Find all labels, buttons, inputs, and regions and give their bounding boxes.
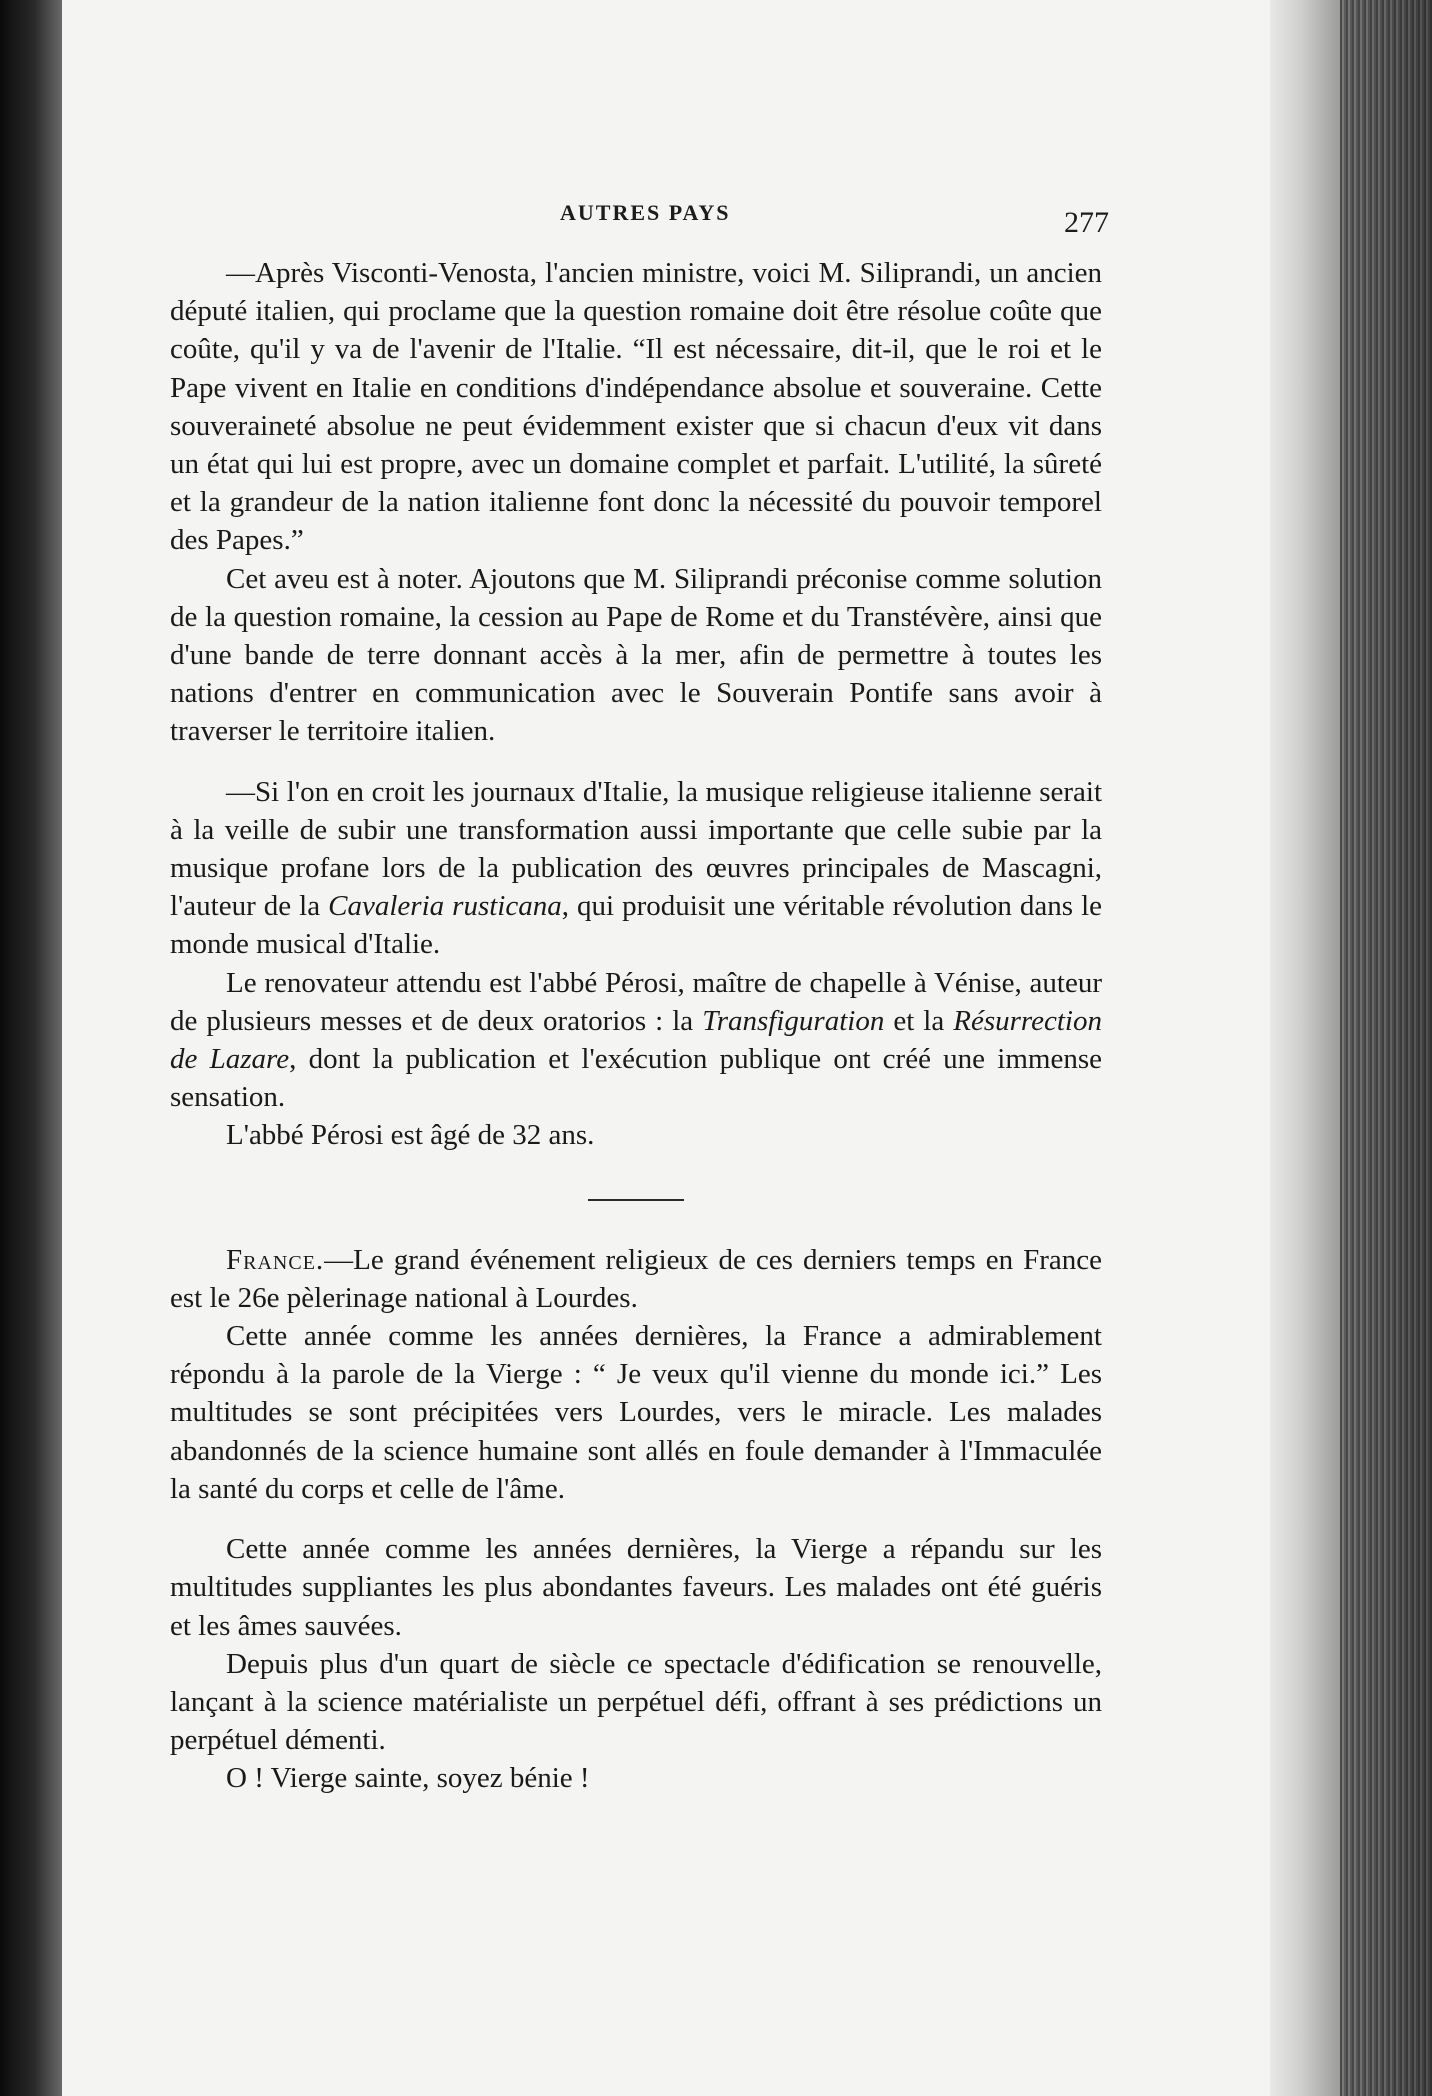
section-divider	[588, 1199, 684, 1201]
paragraph-musique-text-b: , qui produisit une véritable révolution dans le monde musical d'Italie.	[170, 890, 1102, 961]
paragraph-perosi-text-b: et la	[884, 1004, 954, 1037]
paragraph-invocation: O ! Vierge sainte, soyez bénie !	[226, 1762, 590, 1795]
paragraph-spectacle: Depuis plus d'un quart de siècle ce spectacle d'édification se renouvelle, lançant à la science matérialiste un perpétuel défi, offrant à ses prédictions un perpétuel démenti.	[170, 1647, 1102, 1757]
paragraph-perosi-text-a: Le renovateur attendu est l'abbé Pérosi, maître de chapelle à Vénise, auteur de plusieurs messes et de deux oratorios : la	[170, 966, 1102, 1037]
page-edge-shading	[1270, 0, 1340, 2096]
work-title-cavaleria: Cavaleria rusticana	[328, 890, 562, 923]
paragraph-france-text: —Le grand événement religieux de ces derniers temps en France est le 26e pèlerinage national à Lourdes.	[170, 1243, 1102, 1314]
paragraph-siliprandi: —Après Visconti-Venosta, l'ancien ministre, voici M. Siliprandi, un ancien député italien, qui proclame que la question romaine doit être résolue coûte que coûte, qu'il y va de l'avenir de l'Italie. “Il est nécessaire, dit-il, que le roi et le Pape vivent en Italie en conditions d'indépendance absolue et souveraine. Cette souveraineté absolue ne peut évidemment exister que si chacun d'eux vit dans un état qui lui est propre, avec un domaine complet et parfait. L'utilité, la sûreté et la grandeur de la nation italienne font donc la nécessité du pouvoir temporel des Papes.”	[170, 257, 1102, 557]
paragraph-perosi-text-c: , dont la publication et l'exécution publique ont créé une immense sensation.	[170, 1043, 1102, 1114]
page-body	[170, 254, 1102, 1798]
paragraph-musique	[170, 773, 1102, 964]
section-heading-france: France.	[226, 1243, 325, 1276]
book-gutter-shadow	[0, 0, 62, 2096]
page-number: 277	[1064, 206, 1109, 239]
work-title-transfiguration: Transfiguration	[702, 1004, 885, 1037]
paragraph-perosi	[170, 964, 1102, 1117]
paragraph-france	[170, 1241, 1102, 1317]
running-head: AUTRES PAYS	[560, 200, 731, 225]
work-title-lazare: Résurrection de Lazare	[170, 1004, 1102, 1076]
paragraph-age: L'abbé Pérosi est âgé de 32 ans.	[226, 1119, 595, 1152]
paragraph-musique-text-a: —Si l'on en croit les journaux d'Italie, la musique religieuse italienne serait à la veille de subir une transformation aussi importante que celle subie par la musique profane lors de la publication des œuvres principales de Mascagni, l'auteur de la	[170, 775, 1102, 923]
page-stack-edges	[1340, 0, 1432, 2096]
paragraph-aveu: Cet aveu est à noter. Ajoutons que M. Siliprandi préconise comme solution de la question romaine, la cession au Pape de Rome et du Transtévère, ainsi que d'une bande de terre donnant accès à la mer, afin de permettre à toutes les nations d'entrer en communication avec le Souverain Pontife sans avoir à traverser le territoire italien.	[170, 562, 1102, 748]
paragraph-faveurs: Cette année comme les années dernières, la Vierge a répandu sur les multitudes suppliantes les plus abondantes faveurs. Les malades ont été guéris et les âmes sauvées.	[170, 1533, 1102, 1642]
paragraph-lourdes: Cette année comme les années dernières, la France a admirablement répondu à la parole de la Vierge : “ Je veux qu'il vienne du monde ici.” Les multitudes se sont précipitées vers Lourdes, vers le miracle. Les malades abandonnés de la science humaine sont allés en foule demander à l'Immaculée la santé du corps et celle de l'âme.	[170, 1320, 1102, 1505]
